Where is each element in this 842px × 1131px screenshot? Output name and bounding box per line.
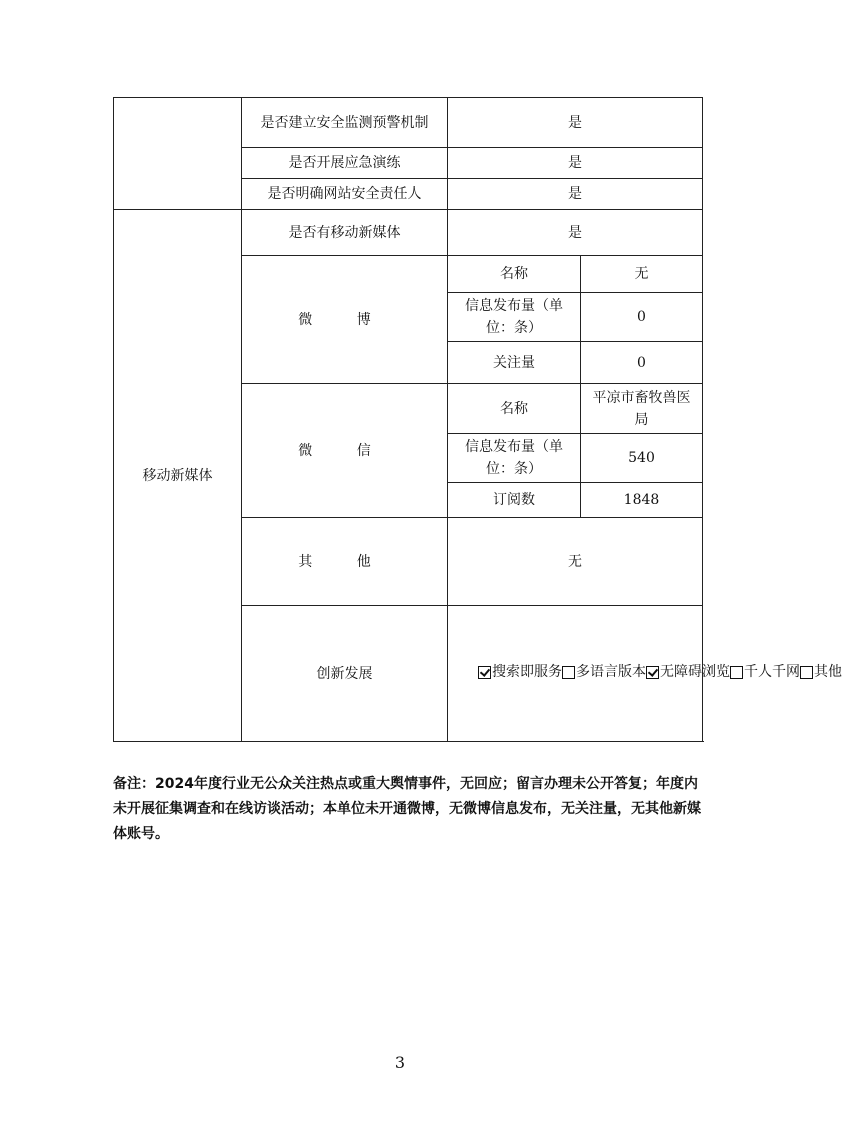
accessibility-label: 无障碍浏览 [660,664,730,681]
row-monitoring-value: 是 [448,98,703,148]
wechat-subs-value: 1848 [581,483,703,518]
info-table [113,97,842,742]
section-cell-security [114,98,242,210]
media-section-label: 移动新媒体 [114,210,242,742]
row-drill-value: 是 [448,148,703,179]
other-innovation-label: 其他 [814,664,842,681]
wechat-name-label: 名称 [448,384,581,434]
has-media-value: 是 [448,210,703,256]
row-responsible-label: 是否明确网站安全责任人 [242,179,448,210]
page-number: 3 [394,1053,406,1072]
personalization-checkbox[interactable] [730,666,743,679]
weibo-name-label: 名称 [448,256,581,293]
multilingual-label: 多语言版本 [576,664,646,681]
multilingual-checkbox[interactable] [562,666,575,679]
wechat-posts-value: 540 [581,434,703,483]
has-media-label: 是否有移动新媒体 [242,210,448,256]
row-drill-label: 是否开展应急演练 [242,148,448,179]
search-service-label: 搜索即服务 [492,664,562,681]
weibo-follow-value: 0 [581,342,703,384]
weibo-posts-label: 信息发布量（单位：条） [448,293,581,342]
weibo-follow-label: 关注量 [448,342,581,384]
other-media-value: 无 [448,518,703,606]
wechat-name-value: 平凉市畜牧兽医局 [581,384,703,434]
search-service-checkbox[interactable] [478,666,491,679]
other-innovation-checkbox[interactable] [800,666,813,679]
weibo-name-value: 无 [581,256,703,293]
other-media-label: 其 他 [242,518,448,606]
wechat-subs-label: 订阅数 [448,483,581,518]
innovation-checkbox-list [478,661,842,683]
wechat-posts-label: 信息发布量（单位：条） [448,434,581,483]
accessibility-checkbox[interactable] [646,666,659,679]
innovation-options [448,606,842,742]
personalization-label: 千人千网 [744,664,800,681]
remarks-note: 备注：2024年度行业无公众关注热点或重大舆情事件，无回应；留言办理未公开答复；年度内未开展征集调查和在线访谈活动；本单位未开通微博，无微博信息发布，无关注量，无其他新媒体账号。 [113,776,701,842]
innovation-label: 创新发展 [242,606,448,742]
weibo-label: 微 博 [242,256,448,384]
wechat-label: 微 信 [242,384,448,518]
weibo-posts-value: 0 [581,293,703,342]
row-responsible-value: 是 [448,179,703,210]
row-monitoring-label: 是否建立安全监测预警机制 [242,98,448,148]
